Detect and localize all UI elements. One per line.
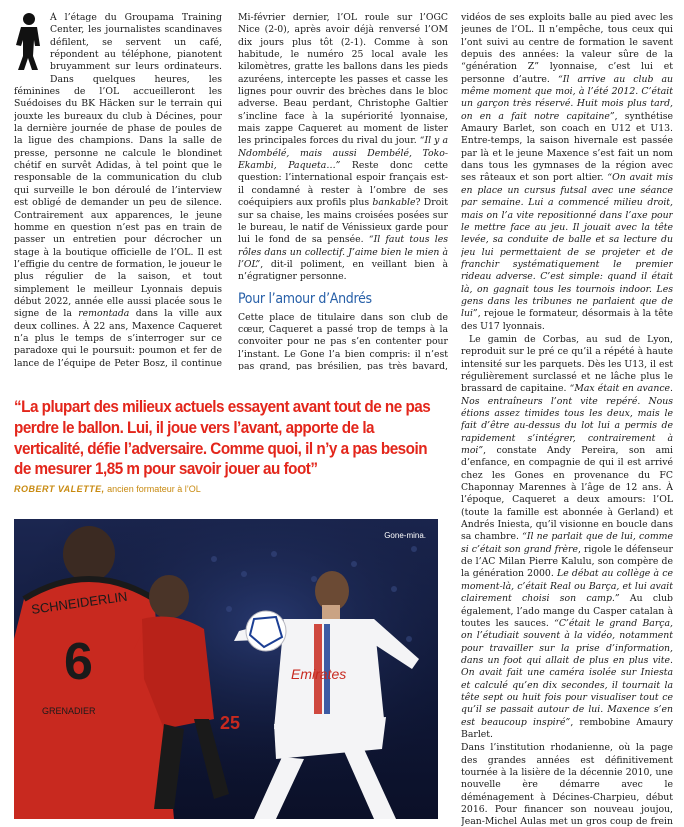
match-photo: [14, 519, 438, 819]
match-illustration: [14, 519, 438, 819]
shirt-back-sponsor: GRENADIER: [42, 706, 96, 716]
pull-quote-attribution: [14, 484, 442, 494]
pull-quote: [14, 397, 442, 494]
pull-quote-text: “La plupart des milieux actuels essayent avant tout de ne pas perdre le ballon. Lui, il joue vers l’avant, apporte de la verticalité, défie l’adversaire. Comme quoi, il n’y a pas besoin de mesurer 1,85 m pour savoir jouer au foot”: [14, 397, 431, 479]
paragraph: Dans l’institution rhodanienne, où la page des grandes années est définitivement tournée à la lisière de la décennie 2010, une nouvelle ère démarre avec le déménagement à Décines-Charpieu, début 2016. Pour financer son nouveau joujou, Jean-Michel Aulas met un gros coup de frein: [461, 742, 673, 827]
shirt-back-number: 6: [64, 633, 93, 691]
photo-credit: Gone-mina.: [384, 531, 426, 540]
paragraph: Cette place de titulaire dans son club de cœur, Caqueret a passé trop de temps à la convoiter pour ne pas s’en contenter pour l’instant. Le Gone l’a bien compris: il n’est pas grand, pas brésilien, pas très bavard,: [238, 311, 448, 370]
section-subheading: Pour l’amour d’Andrés: [238, 290, 372, 307]
pull-quote-author: ROBERT VALETTE,: [14, 484, 105, 495]
shirt-back-name: SCHNEIDERLIN: [30, 588, 129, 617]
article-column-3: [461, 12, 673, 827]
paragraph: Mi-février dernier, l’OL roule sur l’OGC Nice (2-0), après avoir déjà renversé l’OM dix jours plus tôt (2-1). Comme à son habitude, le numéro 25 local avale les kilomètres, gratte les ballons dans les pieds azuréens, intercepte les passes et casse les lignes pour ouvrir des brèches dans le bloc adverse. Beau perdant, Christophe Galtier s’incline face à la supériorité lyonnaise, mais zappe Caqueret au moment de lister les principales forces du rival du jour. “Il y a Ndombélé, mais aussi Dembélé, Toko-Ekambi, Paqueta…” Reste donc cette question: l’international espoir français est-il condamné à rester à l’ombre de ses coéquipiers aux profils plus bankable? Droit sur sa chaise, les mains croisées posées sur le bureau, le natif de Vénissieux garde pour lui le fond de sa pensée. “Il faut tous les rôles dans un collectif. J’aime bien le mien à l’OL”, dit-il poliment, en veillant bien à n’égratigner personne.: [238, 12, 448, 283]
article-column-2: [238, 12, 448, 370]
paragraph: vidéos de ses exploits balle au pied avec les jeunes de l’OL. Il n’empêche, tous ceux qui l’ont suivi au centre de formation le savent depuis des années: la valeur sûre de la “génération Z” lyonnaise, c’est lui et personne d’autre. “Il arrive au club au même moment que moi, à l’été 2012. C’était un garçon très réservé. Huit mois plus tard, on en a fait notre capitaine”, synthétise Amaury Barlet, son coach en U12 et U13. Entre-temps, la saison hivernale est passée par là et le jeune Maxence s’est fait un nom dans tous les gymnases de la région avec ses râteaux et son port altier. “On avait mis en place un cursus futsal avec une séance par semaine. Lui a commencé milieu droit, mais on l’a vite repositionné dans l’axe pour le mettre face au jeu. Il jouait avec la tête levée, sa conduite de balle et sa lecture du jeu lui permettaient de se projeter et de franchir systématiquement le premier rideau adverse. C’est simple: quand il était là, on gagnait tous les tournois indoor. Les gens dans les tribunes ne parlaient que de lui”, rejoue le formateur, désormais à la tête des U17 lyonnais.: [461, 12, 673, 332]
intro-paragraph: À l’étage du Groupama Training Center, les journalistes scandinaves défilent, se servent un café, répondent au téléphone, pianotent bruyamment sur leurs ordinateurs. Dans quelques heures, les féminines de l’OL accueilleront les Suédoises du BK Häcken sur le terrain qui jouxte les bureaux du club à Décines, pour la dernière journée de phase de poules de la ligue des champions. Dans la salle de presse, personne ne calcule le blondinet chétif en survêt Adidas, à tel point que le responsable de la communication du club qui surveille le bon déroulé de l’interview est obligé de demander un peu de silence. Contrairement aux apparences, le jeune homme en question n’est pas en train de passer un entretien pour décrocher un stage à la boutique officielle de l’OL. Il est l’effigie du centre de formation, le joueur le plus régulier de la saison, et tout simplement le meilleur Lyonnais depuis début 2022, année elle aussi placée sous le signe de la remontada dans la ville aux deux collines. À 22 ans, Maxence Caqueret n’a plus le temps de s’interroger sur ce paradoxe qui le poursuit: poumon et fer de lance de l’équipe de Peter Bosz, il continue: [14, 12, 222, 369]
football: [246, 611, 286, 651]
shirt-front-sponsor: Emirates: [291, 666, 347, 682]
paragraph: Le gamin de Corbas, au sud de Lyon, reproduit sur le pré ce qu’il a répété à haute intensité sur les parquets. Dès les U13, il est régulièrement surclassé et ne lâche plus le brassard de capitaine. “Max était en avance. Nos entraîneurs l’ont vite repéré. Nous étions assez timides tous les deux, mais le fait d’être au-dessus du lot lui a permis de rapidement s’intégrer, contrairement à moi”, constate Andy Pereira, son ami d’enfance, en compagnie de qui il est arrivé chez les Gones en provenance du FC Chaponnay Marennes à l’âge de 12 ans. À l’époque, Caqueret a deux amours: l’OL (toute la famille est abonnée à Gerland) et Andrés Iniesta, qu’il visionne en boucle dans sa chambre. “Il ne parlait que de lui, comme si c’était son grand frère, rigole le défenseur de l’AC Milan Pierre Kalulu, son compère de la génération 2000. Le débat au collège à ce moment-là, c’était Real ou Barça, et lui avait clairement choisi son camp.” Au club également, l’ado mange du Casper catalan à toutes les sauces. “C’était le grand Barça, on l’étudiait souvent à la vidéo, notamment pour travailler sur la prise d’information, dans un foot qui allait de plus en plus vite. On avait fait une caméra isolée sur Iniesta et calculé qu’en dix secondes, il tournait la tête sept ou huit fois pour visualiser tout ce qu’il se passait autour de lui. Maxence s’en est beaucoup inspiré”, rembobine Amaury Barlet.: [461, 333, 673, 740]
pull-quote-role: ancien formateur à l’OL: [104, 484, 201, 495]
article-column-1: [14, 12, 222, 370]
shorts-number: 25: [220, 713, 241, 733]
player-silhouette-icon: [14, 12, 46, 72]
